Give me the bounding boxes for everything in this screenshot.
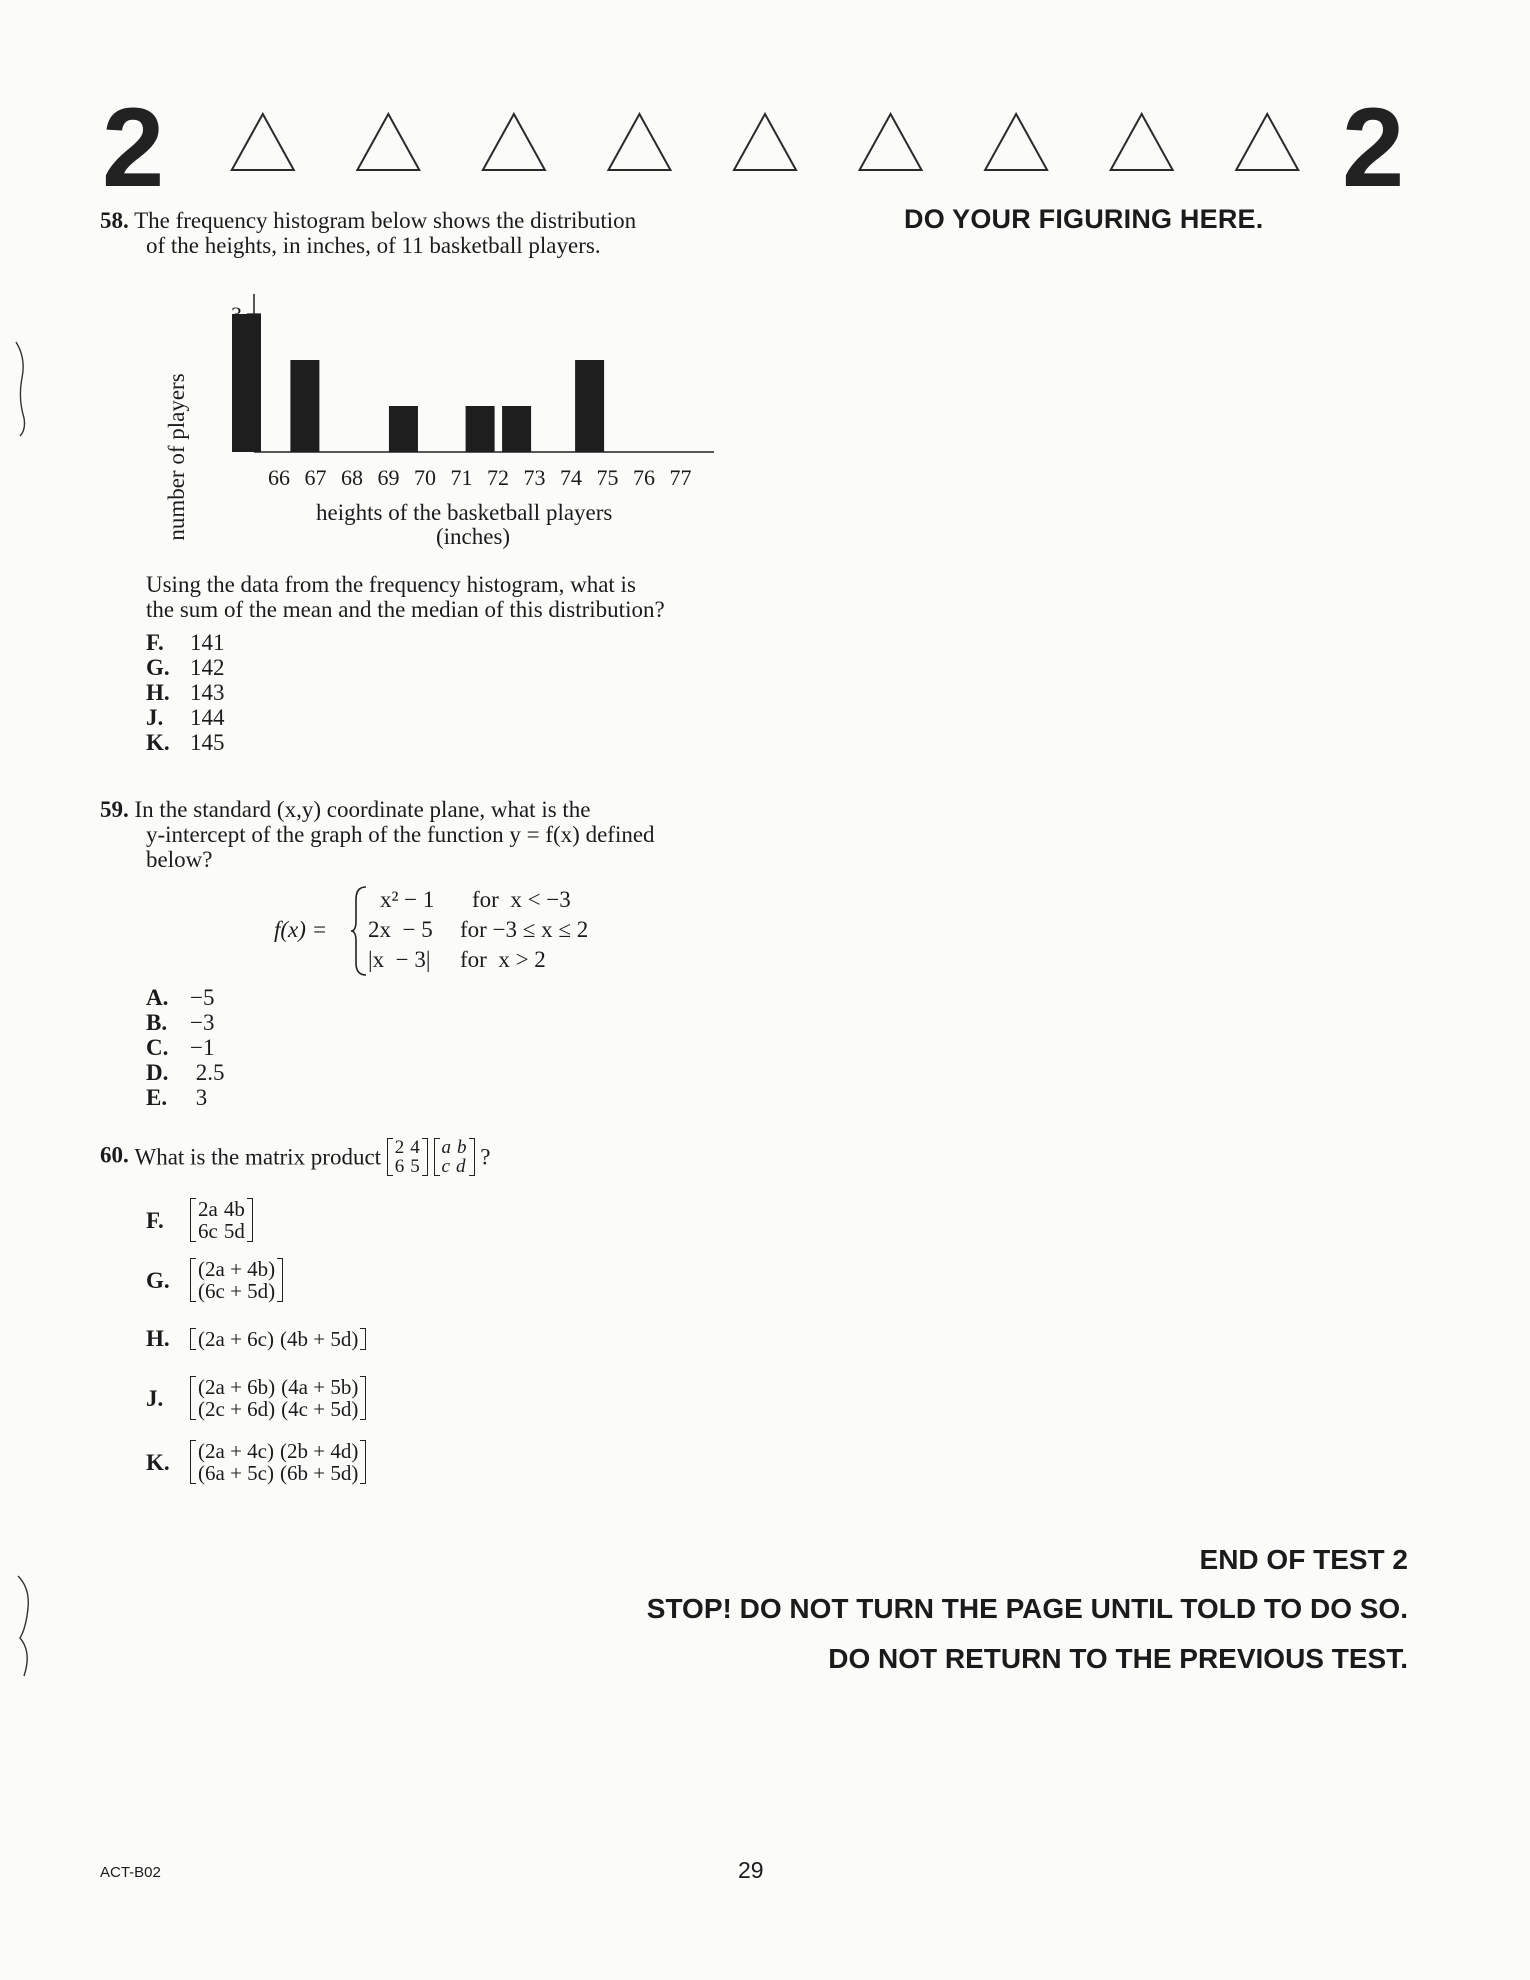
q60-number: 60.: [100, 1142, 129, 1168]
q58-options: [146, 630, 225, 755]
option-value: 141: [190, 630, 225, 655]
option-value: −3: [190, 1010, 215, 1035]
matrix-cell: 4b: [223, 1197, 245, 1221]
matrix-row: [439, 1157, 470, 1176]
option-letter: H.: [146, 680, 170, 705]
figuring-note: DO YOUR FIGURING HERE.: [904, 204, 1264, 234]
matrix-b: [434, 1138, 475, 1176]
margin-bracket-mark: [10, 338, 34, 438]
matrix-row: [439, 1138, 470, 1157]
option-letter: J.: [146, 1385, 164, 1411]
x-tick-label: 75: [596, 465, 619, 490]
histogram-bar: [389, 406, 418, 452]
matrix-row: [195, 1258, 278, 1280]
matrix-cell: 4: [410, 1137, 420, 1158]
matrix-cell: (6c + 5d): [198, 1279, 276, 1303]
q59-option-b[interactable]: [146, 1010, 225, 1035]
x-tick-label: 69: [377, 465, 400, 490]
matrix-cell: 6: [394, 1156, 405, 1177]
histogram-bar: [575, 360, 604, 452]
piece-expression: 2x − 5: [368, 917, 433, 942]
matrix-cell: b: [457, 1137, 467, 1158]
piece-condition: for x > 2: [460, 947, 546, 972]
triangle-icon: [357, 114, 419, 170]
matrix-cell: (4b + 5d): [279, 1326, 359, 1351]
triangle-icon: [860, 114, 922, 170]
option-matrix: [190, 1328, 366, 1350]
option-letter: G.: [146, 1267, 170, 1293]
option-letter: J.: [146, 705, 164, 730]
matrix-row: [195, 1220, 248, 1242]
histogram-bar: [466, 406, 495, 452]
x-axis-label-line2: (inches): [436, 524, 511, 549]
matrix-cell: (4c + 5d): [281, 1397, 359, 1421]
q58-option-g[interactable]: [146, 655, 225, 680]
q60-option-f[interactable]: [146, 1198, 253, 1242]
end-of-test: END OF TEST 2: [1199, 1544, 1408, 1575]
stop-notice: STOP! DO NOT TURN THE PAGE UNTIL TOLD TO DO SO.: [646, 1593, 1408, 1624]
option-letter: F.: [146, 630, 164, 655]
triangle-divider: [200, 108, 1330, 178]
q59-text-line1: In the standard (x,y) coordinate plane, what is the: [134, 797, 591, 822]
q58-text-line2: of the heights, in inches, of 11 basketball players.: [146, 233, 601, 258]
matrix-cell: c: [441, 1156, 450, 1177]
option-letter: H.: [146, 1326, 170, 1352]
triangle-icon: [734, 114, 796, 170]
q58-option-j[interactable]: [146, 705, 225, 730]
triangle-icon: [232, 114, 294, 170]
x-tick-label: 71: [450, 465, 473, 490]
q60-option-k[interactable]: [146, 1440, 366, 1484]
matrix-row: [195, 1440, 361, 1462]
option-letter: E.: [146, 1085, 168, 1110]
matrix-a: [387, 1138, 428, 1176]
matrix-cell: (2b + 4d): [279, 1439, 359, 1463]
matrix-cell: (2c + 6d): [198, 1397, 276, 1421]
matrix-cell: 2a: [198, 1197, 218, 1221]
q59-option-a[interactable]: [146, 985, 225, 1010]
function-piece: [368, 917, 588, 942]
matrix-row: [195, 1398, 361, 1420]
option-matrix: [190, 1258, 283, 1302]
option-letter: D.: [146, 1060, 169, 1085]
piece-expression: x² − 1: [380, 887, 435, 912]
triangle-icon: [1111, 114, 1173, 170]
option-value: −1: [190, 1035, 215, 1060]
x-tick-label: 74: [560, 465, 582, 490]
function-lhs: f(x) =: [274, 917, 328, 942]
x-tick-label: 66: [268, 465, 290, 490]
function-piece: [368, 947, 546, 972]
matrix-row: [392, 1138, 423, 1157]
triangle-icon: [483, 114, 545, 170]
x-tick-label: 76: [633, 465, 655, 490]
section-number-right: 2: [1342, 85, 1405, 210]
option-letter: A.: [146, 985, 169, 1010]
q59-option-d[interactable]: [146, 1060, 225, 1085]
q58-question-line2: the sum of the mean and the median of this distribution?: [146, 597, 665, 622]
matrix-row: [195, 1328, 361, 1350]
matrix-cell: 6c: [198, 1219, 218, 1243]
option-letter: K.: [146, 1449, 170, 1475]
option-matrix: [190, 1376, 366, 1420]
matrix-cell: (4a + 5b): [281, 1375, 359, 1399]
matrix-row: [195, 1376, 361, 1398]
q58-question: [146, 572, 746, 622]
piece-condition: for x < −3: [472, 887, 571, 912]
do-not-return-notice: DO NOT RETURN TO THE PREVIOUS TEST.: [828, 1643, 1408, 1674]
triangle-icon: [1236, 114, 1298, 170]
option-value: 2.5: [190, 1060, 225, 1085]
triangle-icon: [608, 114, 670, 170]
q58-text-line1: The frequency histogram below shows the distribution: [134, 208, 637, 233]
matrix-cell: (2a + 4b): [198, 1257, 276, 1281]
q58-stem: [100, 208, 740, 258]
q59-option-e[interactable]: [146, 1085, 225, 1110]
q58-option-h[interactable]: [146, 680, 225, 705]
x-tick-label: 68: [341, 465, 363, 490]
matrix-row: [195, 1462, 361, 1484]
option-letter: G.: [146, 655, 170, 680]
histogram-bar: [290, 360, 319, 452]
q60-option-g[interactable]: [146, 1258, 283, 1302]
matrix-cell: 2: [394, 1137, 405, 1158]
option-letter: F.: [146, 1207, 164, 1233]
matrix-cell: d: [455, 1156, 466, 1177]
x-axis-label-line1: heights of the basketball players: [316, 500, 613, 525]
q59-option-c[interactable]: [146, 1035, 225, 1060]
q58-option-f[interactable]: [146, 630, 225, 655]
matrix-row: [195, 1280, 278, 1302]
histogram-bar: [232, 314, 261, 452]
q59-options: [146, 985, 225, 1110]
option-value: 145: [190, 730, 225, 755]
piece-expression: |x − 3|: [368, 947, 431, 972]
form-code: ACT-B02: [100, 1864, 161, 1881]
matrix-row: [195, 1198, 248, 1220]
histogram-bar: [502, 406, 531, 452]
page-number: 29: [738, 1857, 764, 1883]
margin-bracket-mark-lower: [8, 1572, 36, 1682]
option-letter: K.: [146, 730, 170, 755]
matrix-cell: (2a + 6b): [198, 1375, 276, 1399]
option-letter: B.: [146, 1010, 168, 1035]
left-brace: [350, 885, 370, 977]
option-value: 143: [190, 680, 225, 705]
option-matrix: [190, 1198, 253, 1242]
piece-condition: for −3 ≤ x ≤ 2: [460, 917, 589, 942]
matrix-cell: 5: [410, 1156, 420, 1177]
option-letter: C.: [146, 1035, 169, 1060]
matrix-cell: (2a + 4c): [198, 1439, 274, 1463]
x-tick-label: 73: [523, 465, 546, 490]
section-number-left: 2: [102, 85, 165, 210]
function-piece: [368, 887, 571, 912]
matrix-cell: 5d: [223, 1219, 245, 1243]
x-tick-label: 70: [414, 465, 436, 490]
q59-number: 59.: [100, 797, 129, 822]
matrix-cell: (6a + 5c): [198, 1461, 274, 1485]
q58-option-k[interactable]: [146, 730, 225, 755]
q59-text-line2: y-intercept of the graph of the function y = f(x) defined: [146, 822, 655, 847]
q60-question-mark: ?: [480, 1144, 491, 1170]
x-tick-label: 67: [304, 465, 327, 490]
q59-stem: [100, 797, 740, 872]
q59-text-line3: below?: [146, 847, 213, 872]
matrix-cell: (2a + 6c): [198, 1326, 274, 1351]
matrix-row: [392, 1157, 423, 1176]
q58-number: 58.: [100, 208, 129, 233]
option-value: 3: [190, 1085, 208, 1110]
q60-text: What is the matrix product: [134, 1144, 382, 1170]
option-value: 144: [190, 705, 225, 730]
q60-stem: [100, 1138, 491, 1176]
x-tick-label: 72: [487, 465, 509, 490]
matrix-cell: (6b + 5d): [279, 1461, 359, 1485]
q60-option-h[interactable]: [146, 1324, 366, 1351]
option-value: −5: [190, 985, 215, 1010]
triangle-icon: [985, 114, 1047, 170]
option-matrix: [190, 1440, 366, 1484]
q60-option-j[interactable]: [146, 1376, 366, 1420]
x-tick-label: 77: [669, 465, 692, 490]
option-value: 142: [190, 655, 225, 680]
matrix-cell: a: [441, 1137, 452, 1158]
y-axis-label: number of players: [164, 373, 189, 541]
q58-question-line1: Using the data from the frequency histogram, what is: [146, 572, 636, 597]
